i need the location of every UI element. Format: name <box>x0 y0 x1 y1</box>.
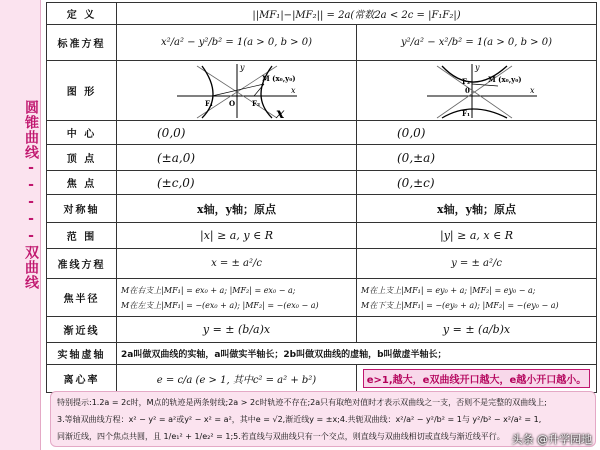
hyperbola-properties-table <box>46 2 597 393</box>
row-directrix <box>47 249 597 279</box>
center-left: (0,0) <box>117 121 357 145</box>
asymptote-left: y = ± (b/a)x <box>117 317 357 343</box>
row-label: 焦半径 <box>47 279 117 317</box>
symmetry-right: x轴，y轴；原点 <box>357 195 597 223</box>
graph-label: M (x₀,y₀) <box>487 74 522 84</box>
range-right: |y| ≥ a, x ∈ R <box>357 223 597 249</box>
row-label: 范 围 <box>47 223 117 249</box>
row-label: 定 义 <box>47 3 117 25</box>
graph-left <box>117 61 357 121</box>
range-left: |x| ≥ a, y ∈ R <box>117 223 357 249</box>
vertex-left: (±a,0) <box>117 145 357 171</box>
graph-label: O <box>228 98 235 108</box>
hyperbola-horizontal-graph <box>172 62 302 120</box>
focus-right: (0,±c) <box>357 171 597 195</box>
footnote-line: 同渐近线，四个焦点共圆，且 1/e₁² + 1/e₂² = 1;5.若直线与双曲线只有一个交点，则直线与双曲线相切或直线与渐近线平行。 <box>57 432 505 441</box>
graph-label: 0 <box>464 85 470 95</box>
graph-label: F₁ <box>461 108 470 118</box>
focal-radius-left <box>117 279 357 317</box>
row-label: 顶 点 <box>47 145 117 171</box>
graph-label: x <box>529 85 535 95</box>
hyperbola-vertical-graph <box>412 62 542 120</box>
definition-text: ||MF₁|−|MF₂|| = 2a(常数2a < 2c = |F₁F₂|) <box>117 3 597 25</box>
center-right: (0,0) <box>357 121 597 145</box>
directrix-right: y = ± a²/c <box>357 249 597 279</box>
row-axes <box>47 343 597 365</box>
footnote-line: 特别提示:1.2a = 2c时，M点的轨迹是两条射线;2a > 2c时轨迹不存在;2a只有取绝对值时才表示双曲线之一支，否则不是完整的双曲线上; <box>57 398 547 407</box>
focus-left: (±c,0) <box>117 171 357 195</box>
row-center <box>47 121 597 145</box>
focal-radius-left-1: M在右支上|MF₁| = ex₀ + a; |MF₂| = ex₀ − a; <box>121 285 296 295</box>
row-asymptote <box>47 317 597 343</box>
asymptote-right: y = ± (a/b)x <box>357 317 597 343</box>
std-eq-right: y²/a² − x²/b² = 1(a > 0, b > 0) <box>357 25 597 61</box>
row-label: 准线方程 <box>47 249 117 279</box>
row-standard-equation <box>47 25 597 61</box>
eccentricity-formula: e = c/a (e > 1, 其中c² = a² + b²) <box>117 365 357 393</box>
eccentricity-note: e>1,越大，e双曲线开口越大，e越小开口越小。 <box>363 369 590 388</box>
row-definition <box>47 3 597 25</box>
symmetry-left: x轴，y轴；原点 <box>117 195 357 223</box>
row-focal-radius <box>47 279 597 317</box>
row-label: 标准方程 <box>47 25 117 61</box>
footnote-line: 3.等轴双曲线方程：x² − y² = a²或y² − x² = a²，其中e = √2,渐近线y = ±x;4.共轭双曲线：x²/a² − y²/b² = 1与 y²/b² − x²/a² = 1, <box>57 415 542 424</box>
row-label: 离心率 <box>47 365 117 393</box>
watermark: 头条 @升学园地 <box>511 433 592 446</box>
directrix-left: x = ± a²/c <box>117 249 357 279</box>
graph-label: M (x₀,y₀) <box>261 73 296 83</box>
row-label: 中 心 <box>47 121 117 145</box>
side-title: 圆锥曲线-----双曲线 <box>23 100 39 290</box>
row-symmetry-axis <box>47 195 597 223</box>
row-eccentricity <box>47 365 597 393</box>
graph-label: x <box>290 85 296 95</box>
row-label: 对称轴 <box>47 195 117 223</box>
row-focus <box>47 171 597 195</box>
row-range <box>47 223 597 249</box>
row-vertex <box>47 145 597 171</box>
focal-radius-left-2: M在左支上|MF₁| = −(ex₀ + a); |MF₂| = −(ex₀ − a) <box>121 300 319 310</box>
focal-radius-right <box>357 279 597 317</box>
graph-label: y <box>239 62 245 72</box>
row-label: 焦 点 <box>47 171 117 195</box>
graph-label: y <box>474 62 480 72</box>
focal-radius-right-1: M在上支上|MF₁| = ey₀ + a; |MF₂| = ey₀ − a; <box>361 285 536 295</box>
axes-text: 2a叫做双曲线的实轴，a叫做实半轴长；2b叫做双曲线的虚轴，b叫做虚半轴长； <box>117 343 597 365</box>
graph-label: F₂ <box>461 76 470 86</box>
graph-label: F₁ <box>204 98 213 108</box>
vertex-right: (0,±a) <box>357 145 597 171</box>
row-label: 实轴虚轴 <box>47 343 117 365</box>
row-label: 图 形 <box>47 61 117 121</box>
graph-right <box>357 61 597 121</box>
focal-radius-right-2: M在下支上|MF₁| = −(ey₀ + a); |MF₂| = −(ey₀ − a) <box>361 300 559 310</box>
row-graph <box>47 61 597 121</box>
eccentricity-note-cell <box>357 365 597 393</box>
row-label: 渐近线 <box>47 317 117 343</box>
graph-label: F₂ <box>251 98 260 108</box>
graph-label: x <box>275 105 284 120</box>
std-eq-left: x²/a² − y²/b² = 1(a > 0, b > 0) <box>117 25 357 61</box>
